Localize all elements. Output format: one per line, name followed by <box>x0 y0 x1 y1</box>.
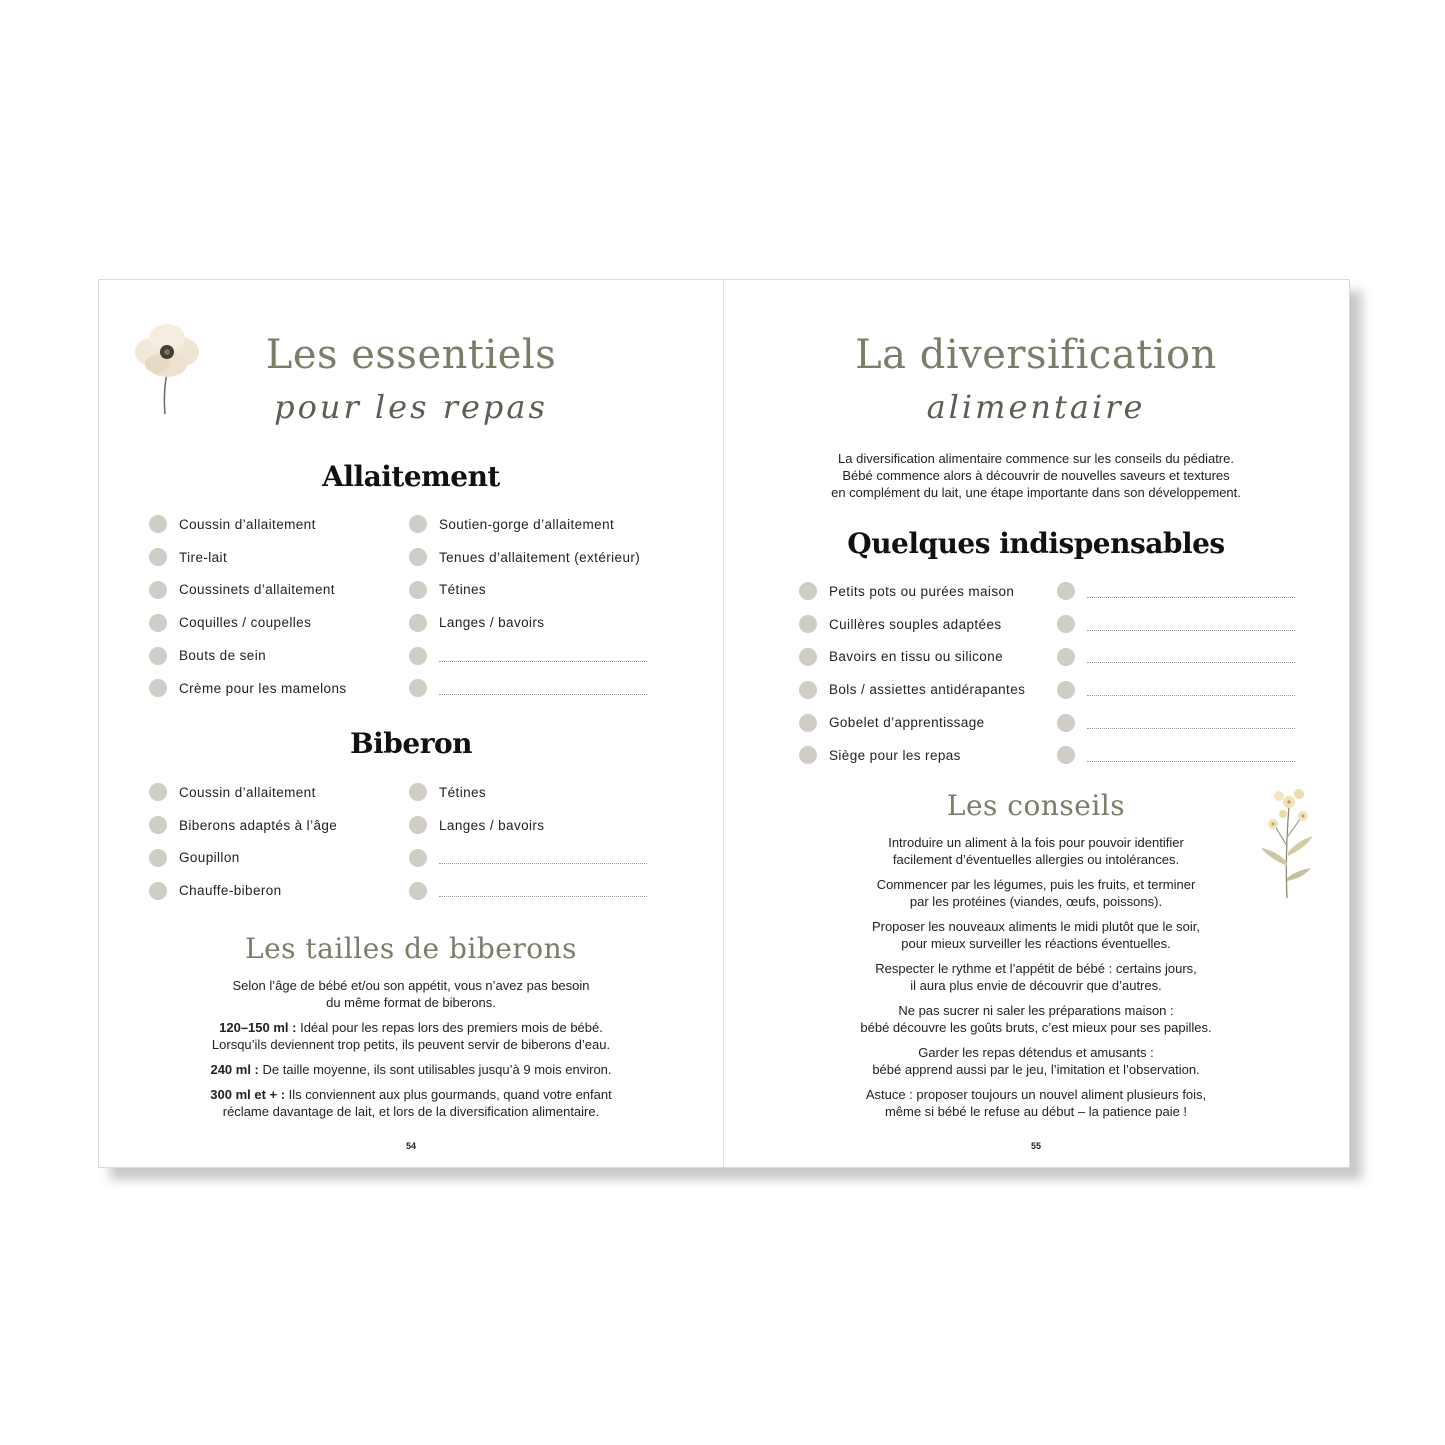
checkbox-circle-icon[interactable] <box>1057 681 1075 699</box>
checkbox-circle-icon[interactable] <box>409 647 427 665</box>
checkbox-circle-icon[interactable] <box>409 515 427 533</box>
right-page <box>723 280 1349 1167</box>
checkbox-circle-icon[interactable] <box>409 581 427 599</box>
checklist-item[interactable]: Langes / bavoirs <box>409 809 647 842</box>
write-in-line[interactable] <box>439 884 647 897</box>
page-subtitle: alimentaire <box>926 388 1146 426</box>
checklist-item[interactable]: Coussin d’allaitement <box>149 776 337 809</box>
size-description: Lorsqu’ils deviennent trop petits, ils peuvent servir de biberons d’eau. <box>211 1037 611 1052</box>
checklist-item-blank[interactable] <box>1057 608 1295 641</box>
write-in-line[interactable] <box>439 649 647 662</box>
page-title: Les essentiels <box>265 332 557 378</box>
checkbox-circle-icon[interactable] <box>1057 746 1075 764</box>
checkbox-circle-icon[interactable] <box>409 548 427 566</box>
section-heading-tailles: Les tailles de biberons <box>245 932 577 965</box>
size-label: 240 ml : <box>210 1062 259 1077</box>
checkbox-circle-icon[interactable] <box>149 783 167 801</box>
tailles-text-block <box>99 977 723 1128</box>
checklist-item[interactable]: Tétines <box>409 776 647 809</box>
checkbox-circle-icon[interactable] <box>149 849 167 867</box>
checklist-item[interactable]: Gobelet d’apprentissage <box>799 706 1025 739</box>
checkbox-circle-icon[interactable] <box>799 681 817 699</box>
checklist-item[interactable]: Petits pots ou purées maison <box>799 575 1025 608</box>
checklist-item-blank[interactable] <box>409 842 647 875</box>
checklist-item-blank[interactable] <box>1057 575 1295 608</box>
checkbox-circle-icon[interactable] <box>149 882 167 900</box>
conseil-paragraph: Respecter le rythme et l’appétit de bébé : certains jours, il aura plus envie de découvrir que d’autres. <box>875 961 1197 993</box>
checkbox-circle-icon[interactable] <box>409 679 427 697</box>
checklist-item[interactable]: Bouts de sein <box>149 639 347 672</box>
size-description: De taille moyenne, ils sont utilisables jusqu’à 9 mois environ. <box>258 1062 612 1077</box>
intro-line: Bébé commence alors à découvrir de nouvelles saveurs et textures <box>842 468 1230 483</box>
write-in-line[interactable] <box>1087 716 1295 729</box>
write-in-line[interactable] <box>1087 683 1295 696</box>
page-number: 54 <box>405 1141 416 1151</box>
intro-line: La diversification alimentaire commence sur les conseils du pédiatre. <box>838 451 1234 466</box>
checkbox-circle-icon[interactable] <box>409 783 427 801</box>
write-in-line[interactable] <box>439 851 647 864</box>
indispensables-checklist-col2 <box>1057 575 1295 772</box>
checkbox-circle-icon[interactable] <box>1057 582 1075 600</box>
checklist-item[interactable]: Cuillères souples adaptées <box>799 608 1025 641</box>
checklist-item-blank[interactable] <box>1057 739 1295 772</box>
page-number: 55 <box>1030 1141 1041 1151</box>
checklist-item[interactable]: Soutien-gorge d’allaitement <box>409 508 647 541</box>
checkbox-circle-icon[interactable] <box>149 515 167 533</box>
conseils-text-block <box>723 834 1349 1128</box>
page-subtitle: pour les repas <box>274 388 548 426</box>
checklist-item[interactable]: Biberons adaptés à l’âge <box>149 809 337 842</box>
checkbox-circle-icon[interactable] <box>799 615 817 633</box>
size-description: réclame davantage de lait, et lors de la diversification alimentaire. <box>222 1104 600 1119</box>
checklist-item[interactable]: Siège pour les repas <box>799 739 1025 772</box>
checkbox-circle-icon[interactable] <box>1057 648 1075 666</box>
checklist-item[interactable]: Tétines <box>409 574 647 607</box>
checklist-item-blank[interactable] <box>1057 673 1295 706</box>
checkbox-circle-icon[interactable] <box>799 714 817 732</box>
conseil-paragraph: Astuce : proposer toujours un nouvel aliment plusieurs fois, même si bébé le refuse au début – la patience paie ! <box>865 1087 1207 1119</box>
conseil-paragraph: Garder les repas détendus et amusants : bébé apprend aussi par le jeu, l’imitation et l’observation. <box>872 1045 1200 1077</box>
write-in-line[interactable] <box>1087 618 1295 631</box>
checklist-item[interactable]: Tenues d’allaitement (extérieur) <box>409 541 647 574</box>
tailles-intro-line: du même format de biberons. <box>326 995 496 1010</box>
checklist-item[interactable]: Langes / bavoirs <box>409 606 647 639</box>
checklist-item[interactable]: Coquilles / coupelles <box>149 606 347 639</box>
checklist-item-blank[interactable] <box>1057 706 1295 739</box>
indispensables-checklist-col1 <box>799 575 1025 772</box>
checkbox-circle-icon[interactable] <box>799 582 817 600</box>
allaitement-checklist-col1 <box>149 508 347 705</box>
conseil-paragraph: Introduire un aliment à la fois pour pouvoir identifier facilement d’éventuelles allergies ou intolérances. <box>888 835 1184 867</box>
conseil-paragraph: Proposer les nouveaux aliments le midi plutôt que le soir, pour mieux surveiller les réactions éventuelles. <box>871 919 1201 951</box>
biberon-checklist-col1 <box>149 776 337 907</box>
size-description: Idéal pour les repas lors des premiers mois de bébé. <box>296 1020 603 1035</box>
checklist-item[interactable]: Bavoirs en tissu ou silicone <box>799 641 1025 674</box>
write-in-line[interactable] <box>439 682 647 695</box>
checkbox-circle-icon[interactable] <box>799 648 817 666</box>
section-heading-allaitement: Allaitement <box>322 460 500 493</box>
intro-line: en complément du lait, une étape importante dans son développement. <box>831 485 1241 500</box>
write-in-line[interactable] <box>1087 749 1295 762</box>
page-title: La diversification <box>855 332 1217 378</box>
write-in-line[interactable] <box>1087 585 1295 598</box>
left-page <box>99 280 724 1167</box>
checklist-item[interactable]: Coussin d’allaitement <box>149 508 347 541</box>
section-heading-biberon: Biberon <box>350 727 472 760</box>
size-label: 120–150 ml : <box>219 1020 297 1035</box>
conseil-paragraph: Commencer par les légumes, puis les fruits, et terminer par les protéines (viandes, œufs, poissons). <box>876 877 1196 909</box>
intro-text <box>723 450 1349 501</box>
section-heading-indispensables: Quelques indispensables <box>847 527 1225 560</box>
checkbox-circle-icon[interactable] <box>149 581 167 599</box>
checkbox-circle-icon[interactable] <box>409 849 427 867</box>
checklist-item[interactable]: Bols / assiettes antidérapantes <box>799 673 1025 706</box>
checkbox-circle-icon[interactable] <box>149 816 167 834</box>
checkbox-circle-icon[interactable] <box>409 816 427 834</box>
size-description: Ils conviennent aux plus gourmands, quand votre enfant <box>285 1087 612 1102</box>
checkbox-circle-icon[interactable] <box>409 614 427 632</box>
checkbox-circle-icon[interactable] <box>149 679 167 697</box>
checkbox-circle-icon[interactable] <box>149 647 167 665</box>
checklist-item[interactable]: Coussinets d’allaitement <box>149 574 347 607</box>
checklist-item-blank[interactable] <box>409 874 647 907</box>
checklist-item-blank[interactable] <box>409 639 647 672</box>
checkbox-circle-icon[interactable] <box>1057 615 1075 633</box>
write-in-line[interactable] <box>1087 650 1295 663</box>
checklist-item-blank[interactable] <box>1057 641 1295 674</box>
size-label: 300 ml et + : <box>210 1087 286 1102</box>
allaitement-checklist-col2 <box>409 508 647 705</box>
checklist-item[interactable]: Chauffe-biberon <box>149 874 337 907</box>
tailles-intro-line: Selon l’âge de bébé et/ou son appétit, vous n’avez pas besoin <box>232 978 590 993</box>
checklist-item[interactable]: Tire-lait <box>149 541 347 574</box>
book-spread <box>98 279 1350 1168</box>
checklist-item[interactable]: Goupillon <box>149 842 337 875</box>
checkbox-circle-icon[interactable] <box>149 548 167 566</box>
conseil-paragraph: Ne pas sucrer ni saler les préparations maison : bébé découvre les goûts bruts, c’est mieux pour ses papilles. <box>860 1003 1212 1035</box>
checklist-item-blank[interactable] <box>409 672 647 705</box>
checkbox-circle-icon[interactable] <box>149 614 167 632</box>
section-heading-conseils: Les conseils <box>946 789 1126 822</box>
checklist-item[interactable]: Crème pour les mamelons <box>149 672 347 705</box>
checkbox-circle-icon[interactable] <box>1057 714 1075 732</box>
biberon-checklist-col2 <box>409 776 647 907</box>
checkbox-circle-icon[interactable] <box>799 746 817 764</box>
checkbox-circle-icon[interactable] <box>409 882 427 900</box>
